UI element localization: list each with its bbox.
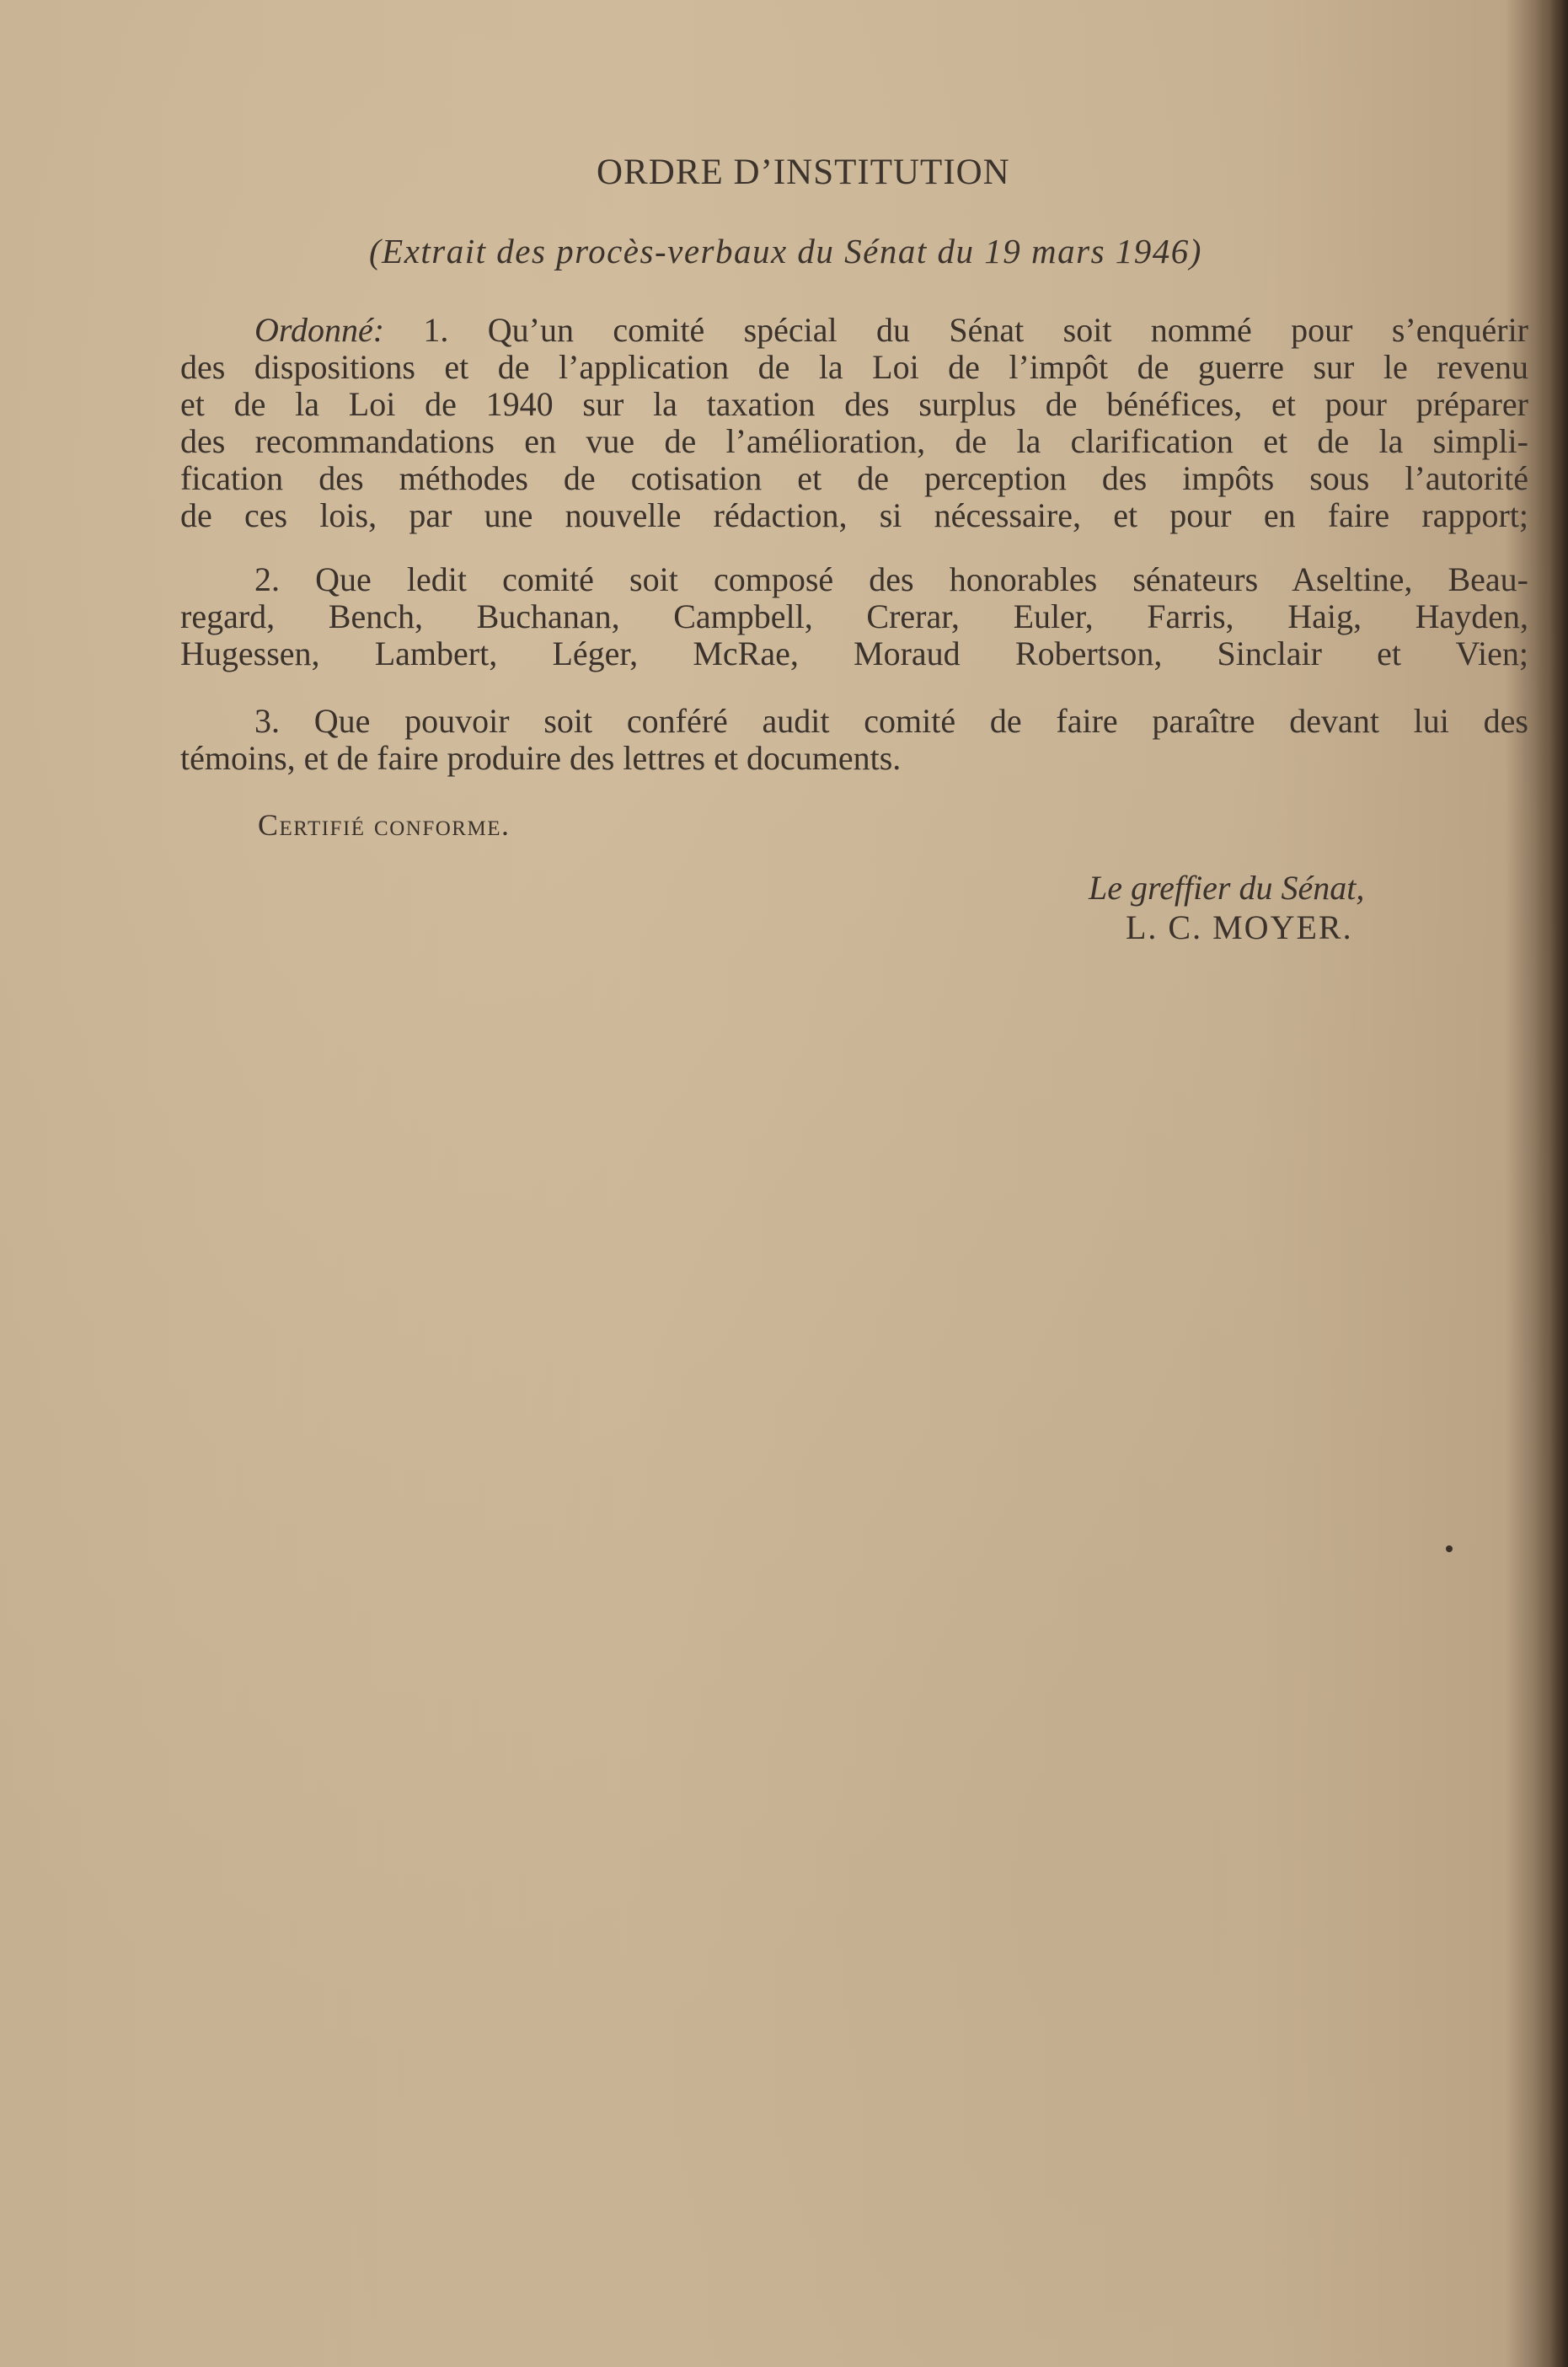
signature-name: L. C. MOYER. — [1126, 908, 1353, 946]
ordonne-label: Ordonné: — [254, 311, 385, 349]
paragraph-composition — [180, 561, 1528, 672]
paragraph-line: Hugessen, Lambert, Léger, McRae, Moraud Robertson, Sinclair et Vien; — [180, 635, 1528, 672]
paragraph-line-text: 3. Que pouvoir soit conféré audit comité de faire paraître devant lui des — [254, 702, 1528, 740]
paragraph-line-text: 1. Qu’un comité spécial du Sénat soit nommé pour s’enquérir — [384, 311, 1528, 349]
paragraph-line: des recommandations en vue de l’amélioration, de la clarification et de la simpli- — [180, 422, 1528, 460]
paragraph-line: témoins, et de faire produire des lettres et documents. — [180, 739, 902, 777]
paragraph-line — [180, 561, 1528, 598]
page-title: ORDRE D’INSTITUTION — [597, 153, 1010, 192]
paragraph-line: fication des méthodes de cotisation et de perception des impôts sous l’autorité — [180, 459, 1528, 497]
signature-block — [1089, 868, 1364, 947]
paragraph-line: et de la Loi de 1940 sur la taxation des surplus de bénéfices, et pour préparer — [180, 385, 1528, 423]
paragraph-line — [180, 703, 1528, 740]
paragraph-line: de ces lois, par une nouvelle rédaction, si nécessaire, et pour en faire rapport; — [180, 496, 1528, 534]
paragraph-line: regard, Bench, Buchanan, Campbell, Crerar, Euler, Farris, Haig, Hayden, — [180, 597, 1528, 635]
paragraph-line: des dispositions et de l’application de la Loi de l’impôt de guerre sur le revenu — [180, 348, 1528, 386]
certifie-conforme: Certifié conforme. — [258, 808, 511, 842]
paragraph-ordonne — [180, 312, 1528, 534]
paragraph-line-text: 2. Que ledit comité soit composé des honorables sénateurs Aseltine, Beau- — [254, 560, 1528, 598]
paragraph-line — [180, 312, 1528, 349]
ink-speck — [1446, 1545, 1453, 1552]
signature-role: Le greffier du Sénat, — [1089, 869, 1365, 907]
paragraph-pouvoir — [180, 703, 1528, 777]
page-edge-shadow — [1536, 0, 1568, 2367]
page-subtitle: (Extrait des procès-verbaux du Sénat du 19 mars 1946) — [369, 232, 1202, 270]
